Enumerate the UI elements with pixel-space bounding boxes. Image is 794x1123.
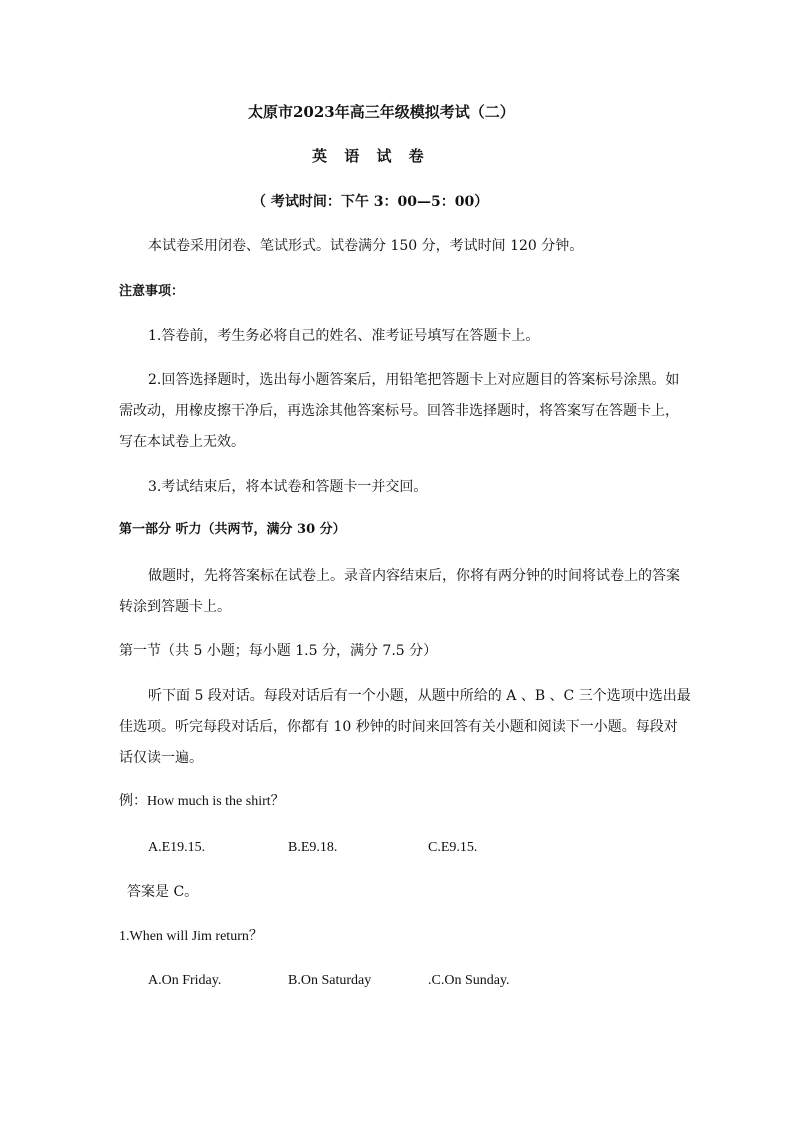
section-1-instructions-line-2: 佳选项。听完每段对话后，你都有 10 秒钟的时间来回答有关小题和阅读下一小题。每段对: [119, 719, 678, 735]
question-1-option-a: A.On Friday.: [148, 973, 222, 988]
question-1-option-c: .C.On Sunday.: [428, 973, 510, 988]
note-item-1: 1.答卷前，考生务必将自己的姓名、准考证号填写在答题卡上。: [148, 328, 540, 344]
example-option-b: B.E9.18.: [288, 840, 338, 855]
example-question: 例：How much is the shirt？: [119, 794, 285, 809]
notes-heading: 注意事项：: [119, 284, 185, 299]
note-item-2-line-2: 需改动，用橡皮擦干净后，再选涂其他答案标号。回答非选择题时，将答案写在答题卡上，: [119, 403, 679, 419]
exam-time: （ 考试时间：下午 3：00—5：00）: [252, 194, 489, 210]
note-item-2-line-3: 写在本试卷上无效。: [119, 434, 245, 450]
intro-text: 本试卷采用闭卷、笔试形式。试卷满分 150 分，考试时间 120 分钟。: [148, 238, 584, 254]
example-answer: 答案是 C。: [127, 884, 199, 900]
note-item-2-line-1: 2.回答选择题时，选出每小题答案后，用铅笔把答题卡上对应题目的答案标号涂黑。如: [148, 372, 680, 388]
example-option-a: A.E19.15.: [148, 840, 206, 855]
section-1-instructions-line-3: 话仅读一遍。: [119, 750, 203, 766]
part-1-heading: 第一部分 听力（共两节，满分 30 分）: [119, 522, 346, 537]
part-1-instructions-line-1: 做题时，先将答案标在试卷上。录音内容结束后，你将有两分钟的时间将试卷上的答案: [148, 568, 680, 584]
exam-title: 太原市2023年高三年级模拟考试（二）: [248, 103, 515, 121]
section-1-heading: 第一节（共 5 小题；每小题 1.5 分，满分 7.5 分）: [119, 643, 438, 659]
note-item-3: 3.考试结束后，将本试卷和答题卡一并交回。: [148, 479, 428, 495]
example-option-c: C.E9.15.: [428, 840, 478, 855]
question-1: 1.When will Jim return？: [119, 929, 263, 944]
question-1-option-b: B.On Saturday: [288, 973, 372, 988]
section-1-instructions-line-1: 听下面 5 段对话。每段对话后有一个小题，从题中所给的 A 、B 、C 三个选项中选出最: [148, 688, 691, 704]
part-1-instructions-line-2: 转涂到答题卡上。: [119, 599, 231, 615]
exam-subtitle: 英 语 试 卷: [312, 147, 430, 165]
